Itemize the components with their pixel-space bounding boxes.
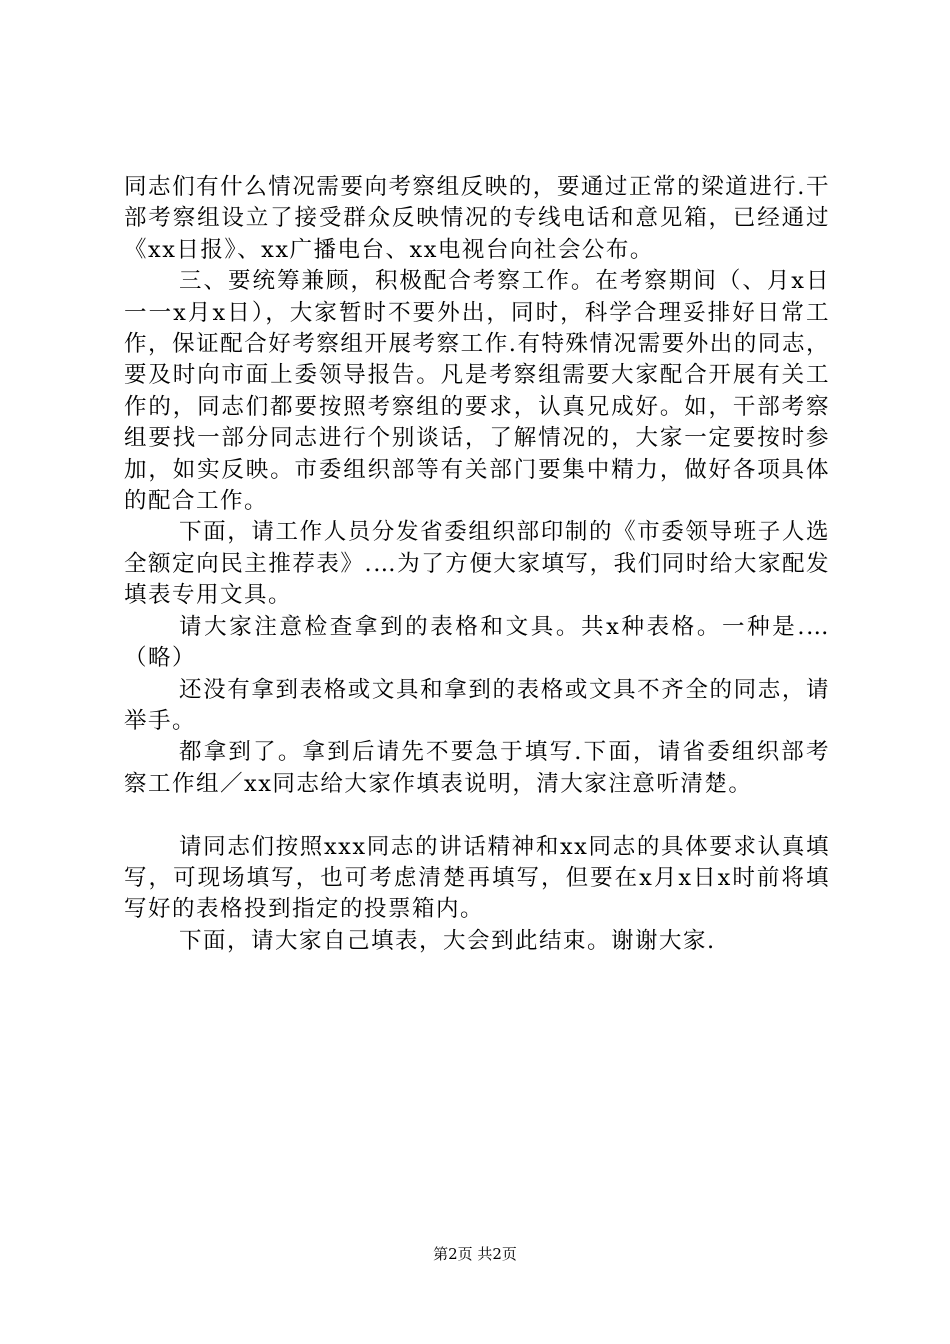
document-body	[124, 172, 830, 957]
paragraph-spacer	[124, 800, 830, 831]
paragraph-7: 请同志们按照xxx同志的讲话精神和xx同志的具体要求认真填写，可现场填写，也可考虑清楚再填写，但要在x月x日x时前将填写好的表格投到指定的投票箱内。	[124, 833, 830, 923]
page-footer: 第2页 共2页	[433, 1245, 517, 1263]
paragraph-5: 还没有拿到表格或文具和拿到的表格或文具不齐全的同志，请举手。	[124, 676, 830, 734]
paragraph-6: 都拿到了。拿到后请先不要急于填写.下面，请省委组织部考察工作组／xx同志给大家作填表说明，清大家注意听清楚。	[124, 739, 830, 797]
paragraph-8: 下面，请大家自己填表，大会到此结束。谢谢大家.	[179, 927, 716, 954]
paragraph-1: 同志们有什么情况需要向考察组反映的，要通过正常的梁道进行.干部考察组设立了接受群众反映情况的专线电话和意见箱，已经通过《xx日报》、xx广播电台、xx电视台向社会公布。	[124, 174, 830, 263]
paragraph-2: 三、要统筹兼顾，积极配合考察工作。在考察期间（、月x日一一x月x日），大家暂时不要外出，同时，科学合理妥排好日常工作，保证配合好考察组开展考察工作.有特殊情况需要外出的同志，要及时向市面上委领导报告。凡是考察组需要大家配合开展有关工作的，同志们都要按照考察组的要求，认真兄成好。如，干部考察组要找一部分同志进行个别谈话，了解情况的，大家一定要按时参加，如实反映。市委组织部等有关部门要集中精力，做好各项具体的配合工作。	[124, 268, 830, 515]
paragraph-4: 请大家注意检查拿到的表格和文具。共x种表格。一种是.…（略）	[124, 613, 830, 672]
paragraph-3: 下面，请工作人员分发省委组织部印制的《市委领导班子人选全额定向民主推荐表》.…为了方便大家填写，我们同时给大家配发填表专用文具。	[124, 519, 830, 609]
